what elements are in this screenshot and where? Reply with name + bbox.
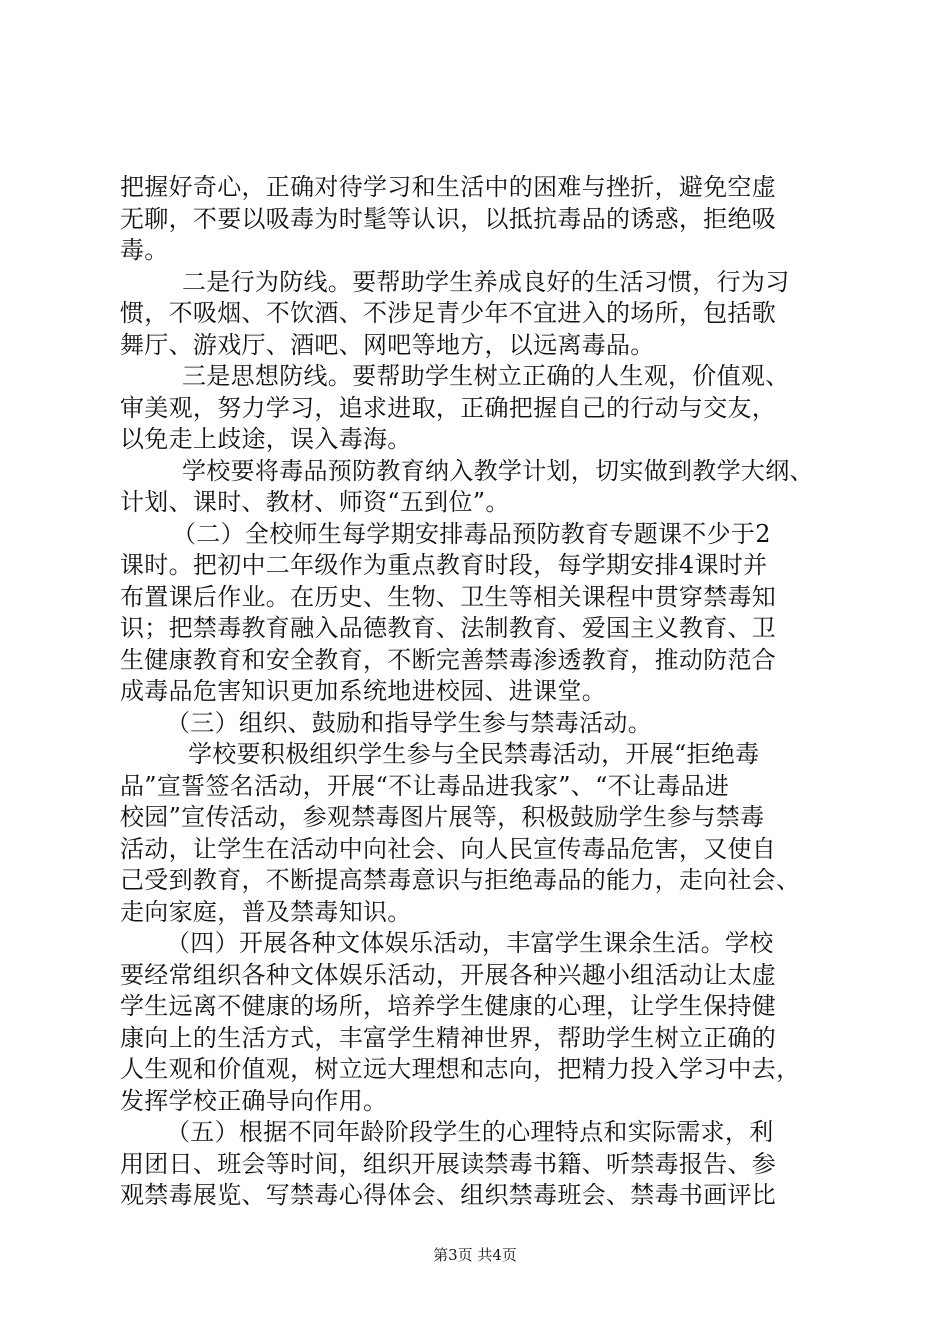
text-line: 课时。把初中二年级作为重点教育时段，每学期安排4课时并 [120, 551, 768, 579]
text-line: （三）组织、鼓励和指导学生参与禁毒活动。 [166, 708, 652, 737]
text-line: （二）全校师生每学期安排毒品预防教育专题课不少于2 [172, 519, 771, 548]
text-line: 品”宣誓签名活动，开展“不让毒品进我家”、“不让毒品进 [120, 771, 730, 800]
text-line: 校园”宣传活动，参观禁毒图片展等，积极鼓励学生参与禁毒 [120, 803, 765, 831]
text-line: 无聊，不要以吸毒为时髦等认识，以抵抗毒品的诱惑，拒绝吸 [120, 204, 777, 233]
text-line: （五）根据不同年龄阶段学生的心理特点和实际需求，利 [166, 1118, 774, 1146]
text-line: 活动，让学生在活动中向社会、向人民宣传毒品危害，又使自 [120, 834, 777, 863]
text-line: 发挥学校正确导向作用。 [120, 1086, 388, 1115]
text-line: 三是思想防线。要帮助学生树立正确的人生观，价值观、 [182, 362, 790, 390]
text-line: 生健康教育和安全教育，不断完善禁毒渗透教育，推动防范合 [120, 645, 777, 674]
text-line: 布置课后作业。在历史、生物、卫生等相关课程中贯穿禁毒知 [120, 582, 777, 611]
text-line: （四）开展各种文体娱乐活动，丰富学生课余生活。学校 [166, 929, 774, 957]
text-line: 学生远离不健康的场所，培养学生健康的心理，让学生保持健 [120, 992, 777, 1020]
text-line: 计划、课时、教材、师资“五到位”。 [120, 488, 510, 516]
page-footer: 第3页 共4页 [433, 1246, 517, 1264]
text-line: 审美观，努力学习，追求进取，正确把握自己的行动与交友， [120, 393, 777, 422]
text-line: 二是行为防线。要帮助学生养成良好的生活习惯，行为习 [182, 267, 790, 296]
text-line: 毒。 [120, 236, 169, 264]
text-line: 人生观和价值观，树立远大理想和志向，把精力投入学习中去， [120, 1055, 801, 1083]
text-line: 己受到教育，不断提高禁毒意识与拒绝毒品的能力，走向社会、 [120, 866, 801, 894]
text-line: 走向家庭，普及禁毒知识。 [120, 897, 412, 926]
text-line: 成毒品危害知识更加系统地进校园、进课堂。 [120, 677, 606, 705]
text-line: 把握好奇心，正确对待学习和生活中的困难与挫折，避免空虚 [120, 173, 777, 201]
text-line: 识；把禁毒教育融入品德教育、法制教育、爱国主义教育、卫 [120, 614, 777, 642]
text-line: 学校要将毒品预防教育纳入教学计划，切实做到教学大纲、 [182, 456, 814, 485]
text-line: 用团日、班会等时间，组织开展读禁毒书籍、听禁毒报告、参 [120, 1149, 777, 1178]
text-line: 惯，不吸烟、不饮酒、不涉足青少年不宜进入的场所，包括歌 [120, 299, 777, 327]
text-line: 要经常组织各种文体娱乐活动，开展各种兴趣小组活动让太虚 [120, 960, 777, 989]
text-line: 观禁毒展览、写禁毒心得体会、组织禁毒班会、禁毒书画评比 [120, 1181, 777, 1209]
text-line: 舞厅、游戏厅、酒吧、网吧等地方，以远离毒品。 [120, 330, 655, 359]
text-line: 康向上的生活方式，丰富学生精神世界，帮助学生树立正确的 [120, 1023, 777, 1052]
text-line: 以免走上歧途，误入毒海。 [120, 425, 412, 453]
body-text [120, 172, 836, 1212]
text-line: 学校要积极组织学生参与全民禁毒活动，开展“拒绝毒 [188, 740, 760, 768]
